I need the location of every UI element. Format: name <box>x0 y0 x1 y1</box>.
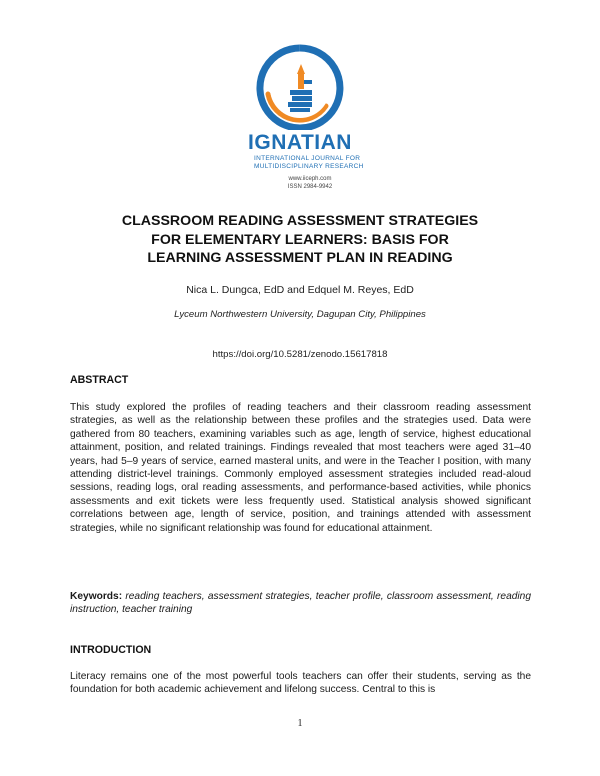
journal-subtitle: INTERNATIONAL JOURNAL FOR MULTIDISCIPLINARY RESEARCH <box>254 155 364 170</box>
paper-title-line: LEARNING ASSESSMENT PLAN IN READING <box>147 250 453 266</box>
journal-issn: ISSN 2984-9942 <box>287 184 333 190</box>
paper-title-line: FOR ELEMENTARY LEARNERS: BASIS FOR <box>151 231 449 248</box>
abstract-heading: ABSTRACT <box>70 374 129 386</box>
doi-link[interactable]: https://doi.org/10.5281/zenodo.15617818 <box>212 349 388 360</box>
introduction-heading: INTRODUCTION <box>70 644 152 656</box>
journal-brand-name: IGNATIAN <box>248 131 352 154</box>
keywords-block <box>70 590 531 617</box>
keywords-label: Keywords: <box>70 591 126 602</box>
keywords-list: reading teachers, assessment strategies, teacher profile, classroom assessment, reading instruction, teacher training <box>70 591 531 616</box>
journal-logo <box>0 44 600 191</box>
page-number: 1 <box>297 718 303 729</box>
paper-title-line: CLASSROOM READING ASSESSMENT STRATEGIES <box>121 213 479 229</box>
author-affiliation: Lyceum Northwestern University, Dagupan City, Philippines <box>174 309 426 320</box>
journal-website: www.iiceph.com <box>288 176 332 182</box>
abstract-body: This study explored the profiles of reading teachers and their classroom reading assessment strategies, as well as the relationship between these profiles and the strategies used. Data were gathered from 80 teachers, examining variables such as age, length of service, highest educational attainment, position, and related trainings. Findings revealed that most teachers were aged 31–40 years, had 5–9 years of service, earned masteral units, and were in the Teacher I position, with many attending district-level trainings. Commonly employed assessment strategies included read-aloud sessions, reading logs, oral reading assessments, and performance-based activities, while phonics assessments and exit tickets were less frequently used. Statistical analysis showed significant correlations between age, length of service, position, and trainings attended with assessment strategies, while no significant relationship was found for educational attainment. <box>70 402 531 534</box>
paper-authors: Nica L. Dungca, EdD and Edquel M. Reyes, EdD <box>186 284 414 296</box>
introduction-body: Literacy remains one of the most powerful tools teachers can offer their students, serving as the foundation for both academic achievement and lifelong success. Central to this is <box>70 671 531 696</box>
journal-emblem-icon <box>254 44 346 130</box>
paper-title <box>60 212 540 268</box>
